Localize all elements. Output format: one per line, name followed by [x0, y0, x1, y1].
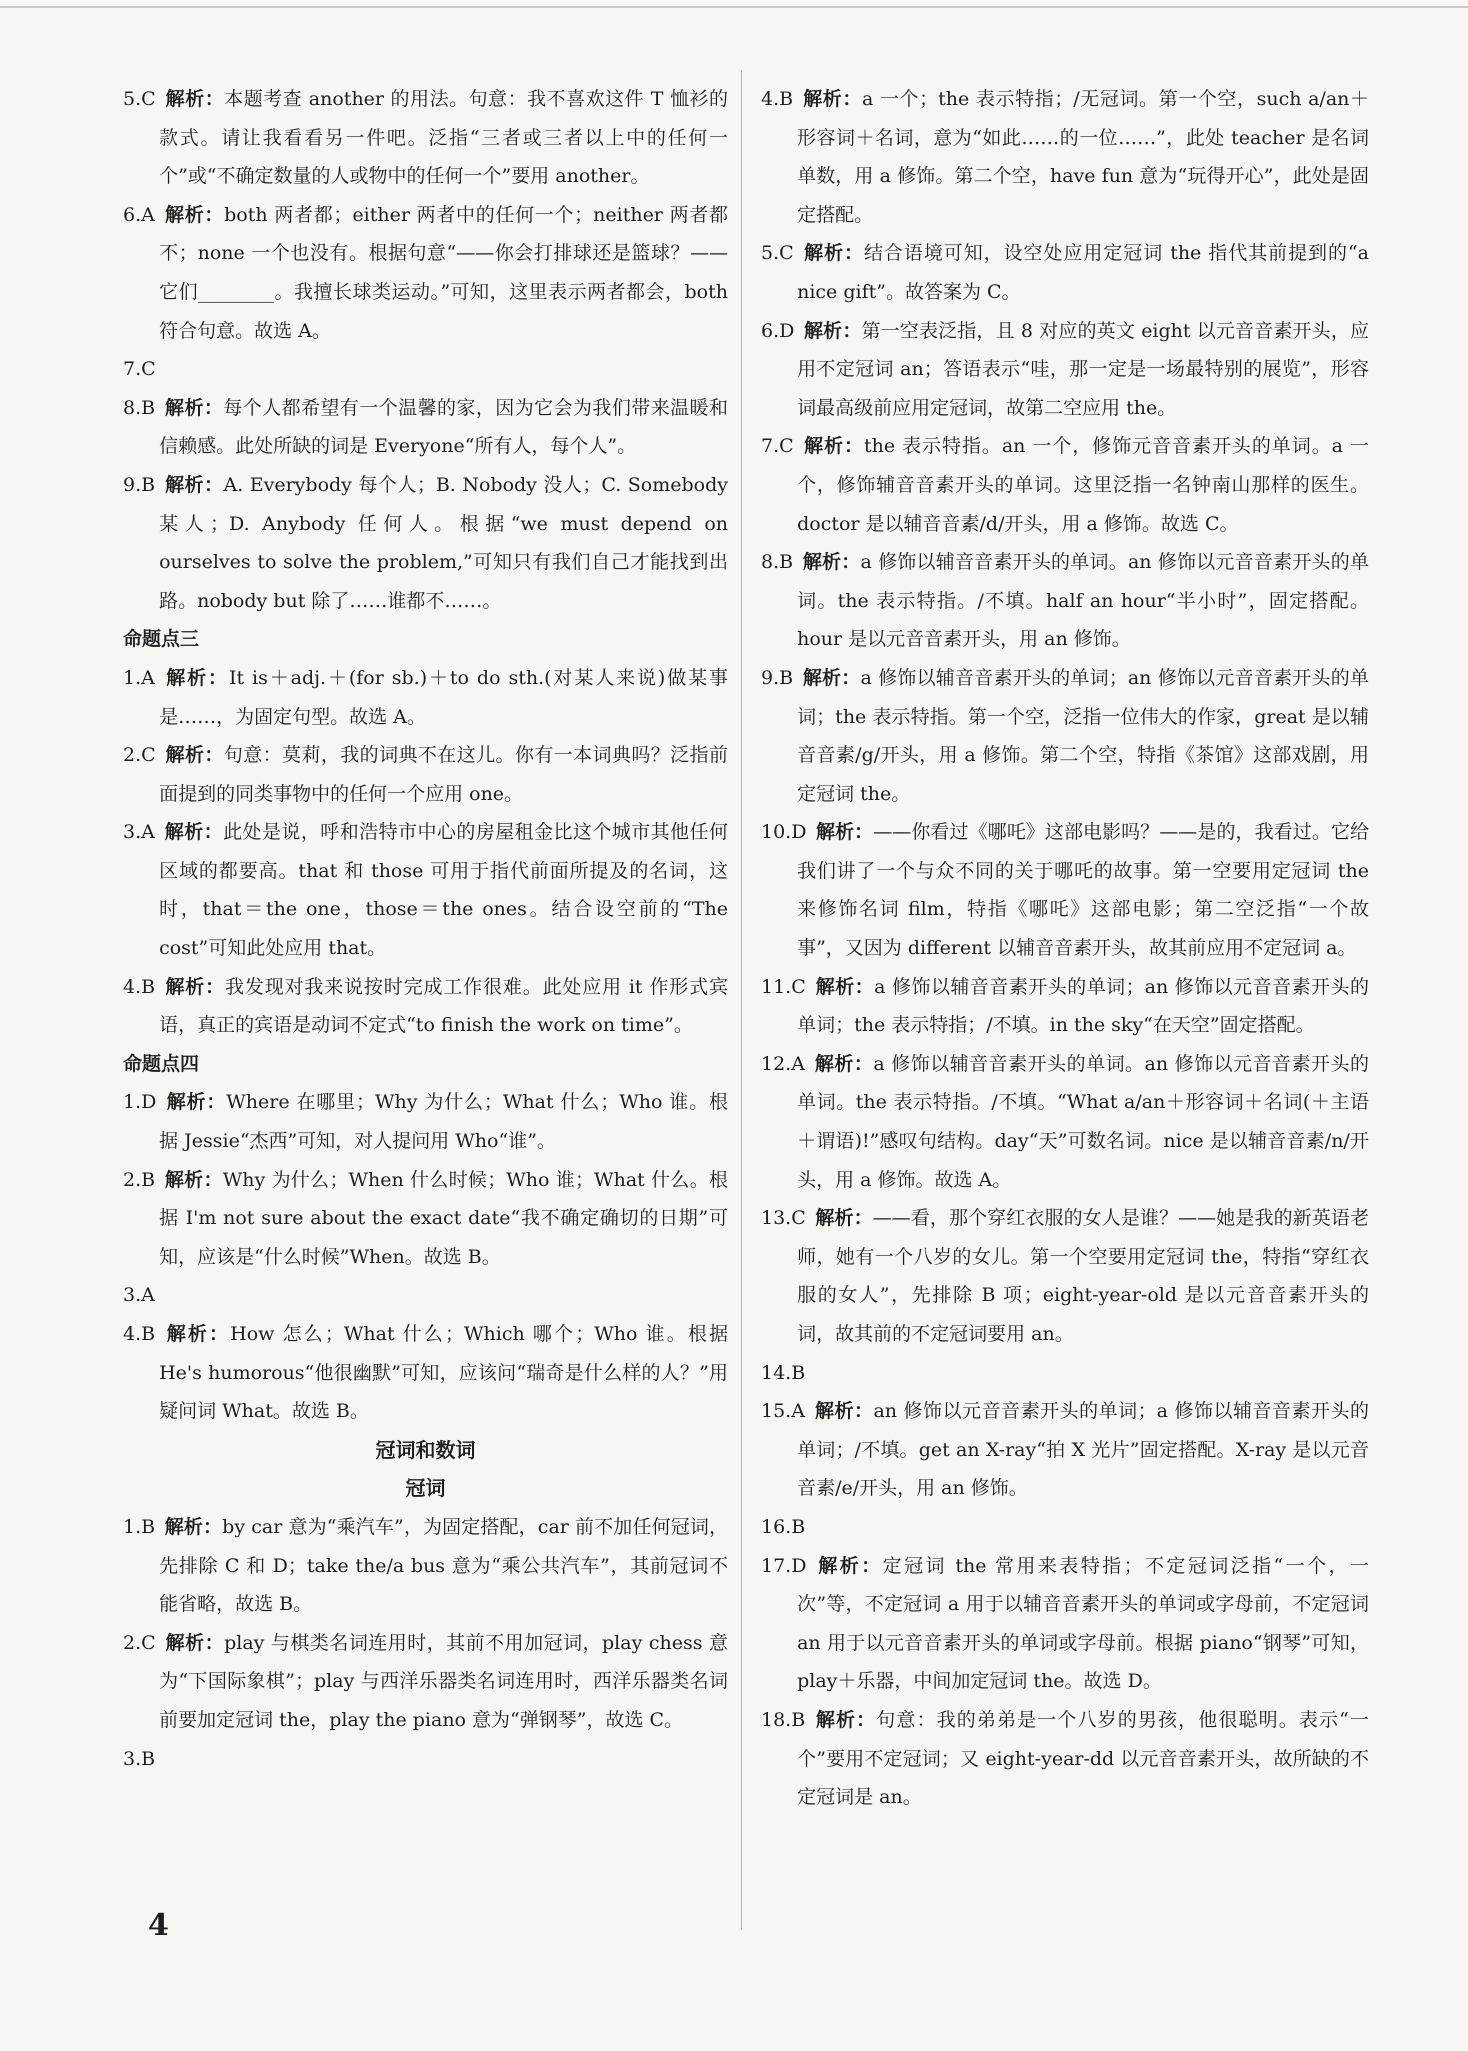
answer-item: [761, 1701, 1369, 1817]
analysis-text: 每个人都希望有一个温馨的家，因为它会为我们带来温暖和信赖感。此处所缺的词是 Everyone“所有人，每个人”。: [159, 396, 728, 458]
analysis-label: 解析：: [165, 744, 224, 767]
analysis-text: a 修饰以辅音音素开头的单词；an 修饰以元音音素开头的单词；the 表示特指。第一个空，泛指一位伟大的作家，great 是以辅音音素/g/开头，用 a 修饰。第二个空，特指《茶馆》这部戏剧，用定冠词 the。: [797, 666, 1369, 805]
analysis-text: Where 在哪里；Why 为什么；What 什么；Who 谁。根据 Jessie“杰西”可知，对人提问用 Who“谁”。: [159, 1091, 728, 1153]
right-column: [761, 80, 1369, 1817]
analysis-label: 解析：: [803, 435, 864, 458]
analysis-label: 解析：: [802, 551, 861, 574]
analysis-text: a 一个；the 表示特指；/无冠词。第一个空，such a/an＋形容词＋名词，意为“如此……的一位……”，此处 teacher 是名词单数，用 a 修饰。第二个空，have fun 意为“玩得开心”，此处是固定搭配。: [797, 88, 1369, 226]
analysis-text: both 两者都；either 两者中的任何一个；neither 两者都不；none 一个也没有。根据句意“——你会打排球还是篮球？——它们________。我擅长球类运动。”可知，这里表示两者都会，both 符合句意。故选 A。: [159, 203, 728, 342]
answer-item: [123, 1740, 728, 1779]
answer-item: [761, 234, 1369, 311]
answer-number: 3.B: [123, 1747, 156, 1770]
section-heading: 命题点四: [123, 1052, 200, 1075]
answer-number: 6.A: [123, 203, 155, 226]
answer-item: [123, 968, 728, 1045]
analysis-label: 解析：: [815, 1207, 873, 1230]
answer-number: 8.B: [123, 396, 156, 419]
answer-item: [761, 1547, 1369, 1701]
answer-item: [761, 813, 1369, 967]
answer-item: [123, 813, 728, 967]
answer-number: 4.B: [761, 88, 794, 110]
answer-item: [123, 350, 728, 389]
answer-item: [123, 1315, 728, 1431]
analysis-text: ——看，那个穿红衣服的女人是谁？——她是我的新英语老师，她有一个八岁的女儿。第一个空要用定冠词 the，特指“穿红衣服的女人”，先排除 B 项；eight-year-old 是以元音音素开头的词，故其前的不定冠词要用 an。: [797, 1207, 1369, 1345]
analysis-text: play 与棋类名词连用时，其前不用加冠词，play chess 意为“下国际象棋”；play 与西洋乐器类名词连用时，西洋乐器类名词前要加定冠词 the，play the piano 意为“弹钢琴”，故选 C。: [159, 1631, 728, 1731]
top-border-line: [0, 6, 1468, 8]
answer-number: 7.C: [123, 358, 156, 381]
analysis-text: 我发现对我来说按时完成工作很难。此处应用 it 作形式宾语，真正的宾语是动词不定式“to finish the work on time”。: [159, 975, 728, 1037]
answer-item: [123, 80, 728, 196]
answer-item: [123, 389, 728, 466]
answer-number: 6.D: [761, 319, 795, 342]
answer-number: 4.B: [123, 975, 156, 998]
analysis-label: 解析：: [164, 203, 225, 226]
answer-number: 1.A: [123, 666, 155, 689]
answer-number: 9.B: [123, 473, 156, 496]
answer-item: [761, 1392, 1369, 1508]
analysis-text: It is＋adj.＋(for sb.)＋to do sth.(对某人来说)做某事是……，为固定句型。故选 A。: [159, 666, 728, 728]
analysis-text: 此处是说，呼和浩特市中心的房屋租金比这个城市其他任何区域的都要高。that 和 those 可用于指代前面所提及的名词，这时，that＝the one，those＝the ones。结合设空前的“The cost”可知此处应用 that。: [159, 821, 728, 960]
analysis-text: 结合语境可知，设空处应用定冠词 the 指代其前提到的“a nice gift”。故答案为 C。: [797, 242, 1369, 303]
answer-item: [761, 1508, 1369, 1547]
analysis-text: a 修饰以辅音音素开头的单词。an 修饰以元音音素开头的单词。the 表示特指。/不填。“What a/an＋形容词＋名词(＋主语＋谓语)!”感叹句结构。day“天”可数名词。nice 是以辅音音素/n/开头，用 a 修饰。故选 A。: [797, 1052, 1369, 1191]
answer-number: 12.A: [761, 1052, 805, 1075]
analysis-label: 解析：: [815, 1554, 883, 1577]
analysis-label: 解析：: [165, 1091, 227, 1114]
answer-number: 5.C: [123, 88, 156, 110]
analysis-label: 解析：: [164, 1323, 231, 1345]
analysis-label: 解析：: [815, 975, 875, 998]
analysis-label: 解析：: [164, 666, 229, 689]
answer-number: 4.B: [123, 1323, 156, 1345]
analysis-label: 解析：: [164, 473, 224, 496]
answer-number: 13.C: [761, 1207, 806, 1230]
analysis-label: 解析：: [803, 242, 864, 265]
answer-item: [123, 1276, 728, 1315]
chapter-title: 冠词: [405, 1476, 446, 1501]
answer-item: [123, 1624, 728, 1740]
left-column: [123, 80, 728, 1778]
analysis-label: 解析：: [814, 1400, 874, 1423]
answer-item: [123, 1083, 728, 1160]
answer-number: 3.A: [123, 1284, 155, 1307]
analysis-label: 解析：: [803, 319, 862, 342]
answer-item: [761, 427, 1369, 543]
analysis-label: 解析：: [802, 666, 861, 689]
answer-number: 5.C: [761, 242, 794, 265]
answer-item: [761, 543, 1369, 659]
analysis-label: 解析：: [814, 1052, 874, 1075]
analysis-label: 解析：: [802, 88, 862, 110]
answer-number: 14.B: [761, 1361, 806, 1384]
analysis-text: 本题考查 another 的用法。句意：我不喜欢这件 T 恤衫的款式。请让我看看另一件吧。泛指“三者或三者以上中的任何一个”或“不确定数量的人或物中的任何一个”要用 another。: [159, 88, 728, 188]
chapter-title: 冠词和数词: [375, 1437, 476, 1462]
analysis-label: 解析：: [164, 1515, 223, 1538]
analysis-text: by car 意为“乘汽车”，为固定搭配，car 前不加任何冠词，先排除 C 和 D；take the/a bus 意为“乘公共汽车”，其前冠词不能省略，故选 B。: [159, 1515, 728, 1616]
analysis-text: 第一空表泛指，且 8 对应的英文 eight 以元音音素开头，应用不定冠词 an；答语表示“哇，那一定是一场最特别的展览”，形容词最高级前应用定冠词，故第二空应用 the。: [797, 319, 1369, 419]
analysis-text: a 修饰以辅音音素开头的单词；an 修饰以元音音素开头的单词；the 表示特指；/不填。in the sky“在天空”固定搭配。: [797, 975, 1369, 1037]
analysis-label: 解析：: [815, 821, 874, 844]
analysis-label: 解析：: [165, 1631, 225, 1654]
answer-number: 16.B: [761, 1515, 806, 1538]
answer-number: 1.D: [123, 1091, 157, 1114]
page-number: 4: [148, 1908, 169, 1943]
analysis-label: 解析：: [164, 1168, 223, 1191]
answer-item: [761, 659, 1369, 813]
answer-item: [761, 1045, 1369, 1199]
answer-item: [123, 736, 728, 813]
answer-number: 8.B: [761, 551, 794, 574]
answer-item: [761, 1199, 1369, 1353]
answer-number: 3.A: [123, 821, 155, 844]
answer-item: [123, 659, 728, 736]
answer-number: 10.D: [761, 821, 807, 844]
answer-item: [123, 196, 728, 350]
analysis-label: 解析：: [164, 396, 224, 419]
answer-number: 11.C: [761, 975, 806, 998]
analysis-text: a 修饰以辅音音素开头的单词。an 修饰以元音音素开头的单词。the 表示特指。/不填。half an hour“半小时”，固定搭配。hour 是以元音音素开头，用 an 修饰。: [797, 551, 1369, 651]
analysis-text: ——你看过《哪吒》这部电影吗？——是的，我看过。它给我们讲了一个与众不同的关于哪吒的故事。第一空要用定冠词 the 来修饰名词 film，特指《哪吒》这部电影；第二空泛指“一个故事”，又因为 different 以辅音音素开头，故其前应用不定冠词 a。: [797, 821, 1369, 960]
answer-number: 2.C: [123, 744, 156, 767]
answer-number: 15.A: [761, 1400, 805, 1423]
answer-number: 1.B: [123, 1515, 156, 1538]
analysis-label: 解析：: [164, 821, 224, 844]
analysis-text: the 表示特指。an 一个，修饰元音音素开头的单词。a 一个，修饰辅音音素开头的单词。这里泛指一名钟南山那样的医生。doctor 是以辅音音素/d/开头，用 a 修饰。故选 C。: [797, 435, 1369, 535]
analysis-text: 句意：我的弟弟是一个八岁的男孩，他很聪明。表示“一个”要用不定冠词；又 eight-year-dd 以元音音素开头，故所缺的不定冠词是 an。: [797, 1708, 1369, 1809]
answer-item: [761, 1354, 1369, 1393]
answer-item: [123, 1508, 728, 1624]
answer-number: 2.B: [123, 1168, 156, 1191]
analysis-text: 定冠词 the 常用来表特指；不定冠词泛指“一个，一次”等，不定冠词 a 用于以辅音音素开头的单词或字母前，不定冠词 an 用于以元音音素开头的单词或字母前。根据 piano“钢琴”可知，play＋乐器，中间加定冠词 the。故选 D。: [797, 1554, 1369, 1693]
analysis-label: 解析：: [165, 88, 225, 110]
answer-item: [761, 80, 1369, 234]
analysis-text: Why 为什么；When 什么时候；Who 谁；What 什么。根据 I'm not sure about the exact date“我不确定确切的日期”可知，应该是“什么时候”When。故选 B。: [159, 1168, 728, 1268]
answer-number: 18.B: [761, 1708, 806, 1731]
analysis-label: 解析：: [814, 1708, 877, 1731]
answer-item: [123, 466, 728, 620]
answer-item: [761, 968, 1369, 1045]
answer-number: 7.C: [761, 435, 794, 458]
answer-number: 2.C: [123, 1631, 156, 1654]
answer-number: 9.B: [761, 666, 794, 689]
answer-item: [123, 1161, 728, 1277]
analysis-text: an 修饰以元音音素开头的单词；a 修饰以辅音音素开头的单词；/不填。get an X-ray“拍 X 光片”固定搭配。X-ray 是以元音音素/e/开头，用 an 修饰。: [797, 1400, 1369, 1500]
column-divider: [741, 70, 742, 1930]
analysis-text: A. Everybody 每个人；B. Nobody 没人；C. Somebody 某人；D. Anybody 任何人。根据“we must depend on ourselves to solve the problem,”可知只有我们自己才能找到出路。nobody but 除了……谁都不……。: [159, 473, 728, 612]
analysis-label: 解析：: [164, 975, 225, 998]
answer-item: [761, 312, 1369, 428]
analysis-text: 句意：莫莉，我的词典不在这儿。你有一本词典吗？泛指前面提到的同类事物中的任何一个应用 one。: [159, 744, 728, 805]
analysis-text: How 怎么；What 什么；Which 哪个；Who 谁。根据 He's humorous“他很幽默”可知，应该问“瑞奇是什么样的人？”用疑问词 What。故选 B。: [159, 1323, 728, 1423]
answer-number: 17.D: [761, 1554, 807, 1577]
section-heading: 命题点三: [123, 628, 200, 651]
